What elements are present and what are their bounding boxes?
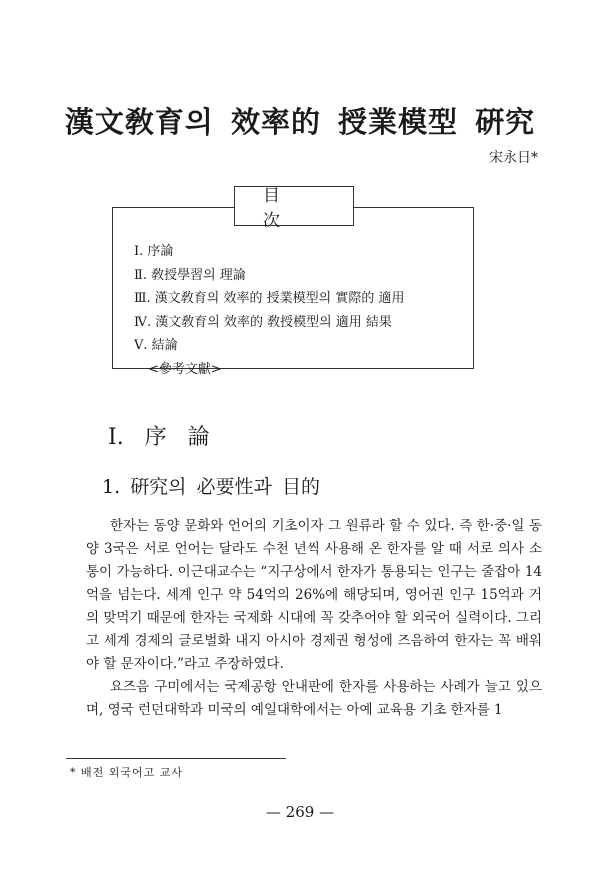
- toc-item: Ⅴ. 結論: [134, 338, 178, 353]
- toc-heading: 目 次: [234, 186, 354, 226]
- toc-item: Ⅱ. 敎授學習의 理論: [134, 267, 246, 283]
- paragraph: 요즈음 구미에서는 국제공항 안내판에 한자를 사용하는 사례가 늘고 있으며, 영국 런던대학과 미국의 예일대학에서는 아예 교육용 기초 한자를 1: [86, 679, 542, 718]
- subsection-heading: 1. 硏究의 必要性과 目的: [102, 476, 320, 498]
- toc-item: Ⅲ. 漢文敎育의 效率的 授業模型의 實際的 適用: [134, 291, 405, 306]
- toc-item: Ⅰ. 序論: [134, 244, 174, 259]
- toc-item: Ⅳ. 漢文敎育의 效率的 敎授模型의 適用 結果: [134, 314, 392, 330]
- paragraph: 한자는 동양 문화와 언어의 기초이자 그 원류라 할 수 있다. 즉 한·중·일 동양 3국은 서로 언어는 달라도 수천 년씩 사용해 온 한자를 알 때 서로 의사 소통이 가능하다. 이근대교수는 “지구상에서 한자가 통용되는 인구는 줄잡아 14억을 넘는다. 세계 인구 약 54억의 26%에 해당되며, 영어권 인구 15억과 거의 맞먹기 때문에 한자는 국제화 시대에 꼭 갖추어야 할 외국어 실력이다. 그리고 세계 경제의 글로벌화 내지 아시아 경제권 형성에 즈음하여 한자는 꼭 배워야 할 문자이다.”라고 주장하였다.: [86, 518, 542, 672]
- section-heading: Ⅰ. 序 論: [108, 425, 210, 450]
- paper-title: 漢文敎育의 效率的 授業模型 硏究: [64, 105, 536, 139]
- body-text: [86, 515, 542, 722]
- toc-list: [134, 240, 404, 381]
- page-number: — 269 —: [265, 803, 335, 821]
- footnote-divider: [66, 758, 286, 759]
- footnote: * 배전 외국어고 교사: [70, 766, 183, 779]
- toc-item-references: <參考文獻>: [148, 361, 222, 377]
- author-name: 宋永日*: [489, 150, 538, 166]
